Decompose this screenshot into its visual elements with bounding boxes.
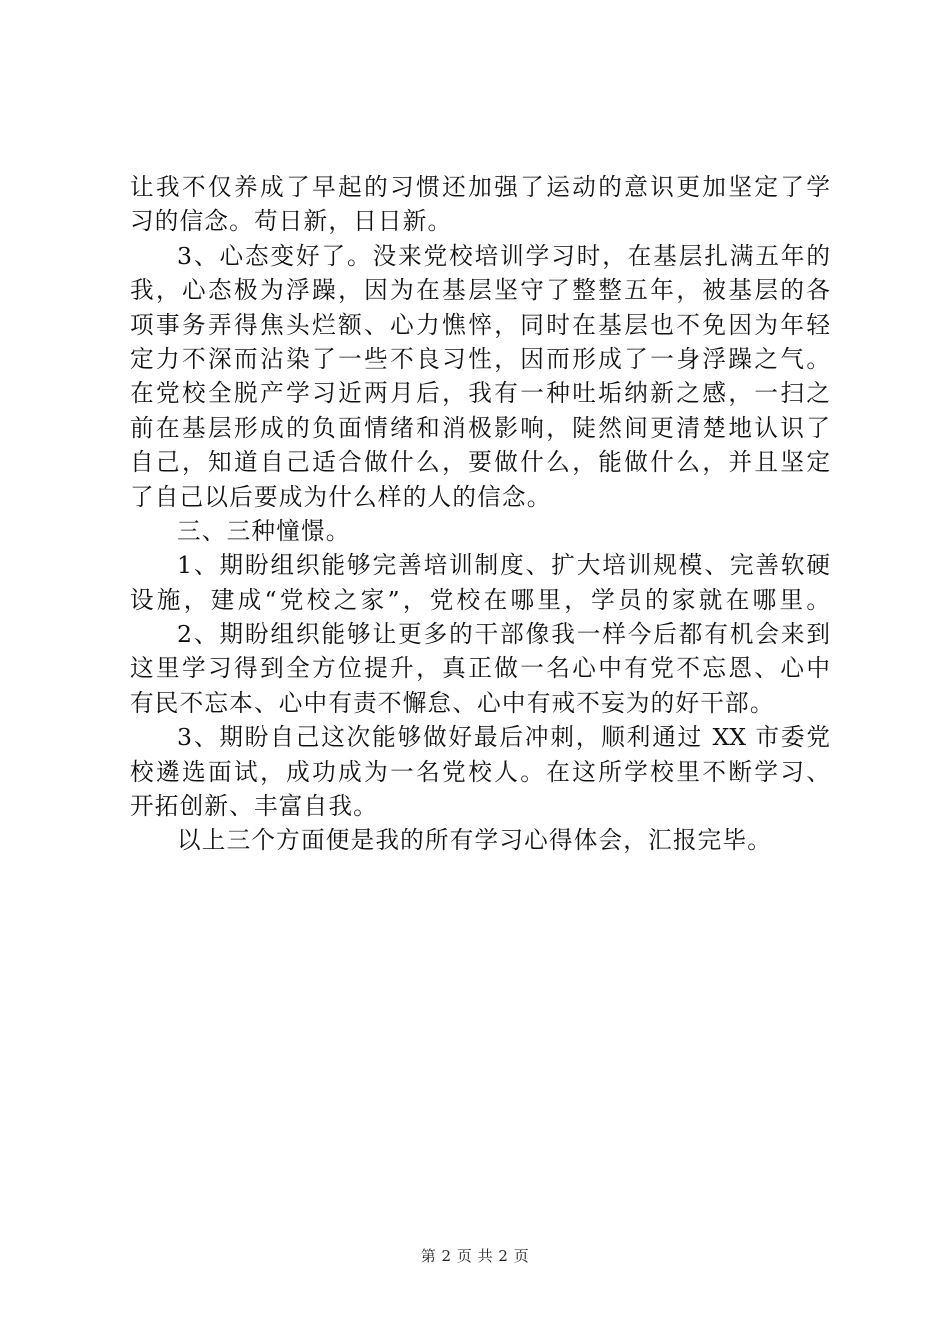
body-line-3: 3、心态变好了。没来党校培训学习时，在基层扎满五年的 <box>177 241 830 270</box>
body-line-6: 定力不深而沾染了一些不良习性，因而形成了一身浮躁之气。 <box>130 344 830 373</box>
body-line-5: 项事务弄得焦头烂额、心力憔悴，同时在基层也不免因为年轻 <box>130 310 830 339</box>
page-number-footer: 第 2 页 共 2 页 <box>420 1247 530 1265</box>
body-line-8: 前在基层形成的负面情绪和消极影响，陡然间更清楚地认识了 <box>130 413 830 442</box>
body-line-19: 开拓创新、丰富自我。 <box>130 792 378 821</box>
body-line-1: 让我不仅养成了早起的习惯还加强了运动的意识更加坚定了学 <box>130 173 830 201</box>
body-line-14: 2、期盼组织能够让更多的干部像我一样今后都有机会来到 <box>177 620 830 649</box>
body-line-7: 在党校全脱产学习近两月后，我有一种吐垢纳新之感，一扫之 <box>130 379 830 408</box>
body-line-17: 3、期盼自己这次能够做好最后冲刺，顺利通过 XX 市委党 <box>177 723 830 752</box>
body-line-2: 习的信念。苟日新，日日新。 <box>130 207 453 236</box>
body-line-18: 校遴选面试，成功成为一名党校人。在这所学校里不断学习、 <box>130 757 830 786</box>
body-line-20: 以上三个方面便是我的所有学习心得体会，汇报完毕。 <box>177 826 773 855</box>
document-body <box>130 170 830 858</box>
body-line-13: 设施，建成“党校之家”，党校在哪里，学员的家就在哪里。 <box>130 585 830 614</box>
section-heading: 三、三种憧憬。 <box>177 516 351 545</box>
body-line-16: 有民不忘本、心中有责不懈怠、心中有戒不妄为的好干部。 <box>130 688 775 717</box>
body-line-9: 自己，知道自己适合做什么，要做什么，能做什么，并且坚定 <box>130 448 830 477</box>
body-line-4: 我，心态极为浮躁，因为在基层坚守了整整五年，被基层的各 <box>130 276 830 305</box>
body-line-10: 了自己以后要成为什么样的人的信念。 <box>130 482 552 511</box>
body-line-15: 这里学习得到全方位提升，真正做一名心中有党不忘恩、心中 <box>130 654 830 683</box>
body-line-12: 1、期盼组织能够完善培训制度、扩大培训规模、完善软硬 <box>177 551 830 580</box>
